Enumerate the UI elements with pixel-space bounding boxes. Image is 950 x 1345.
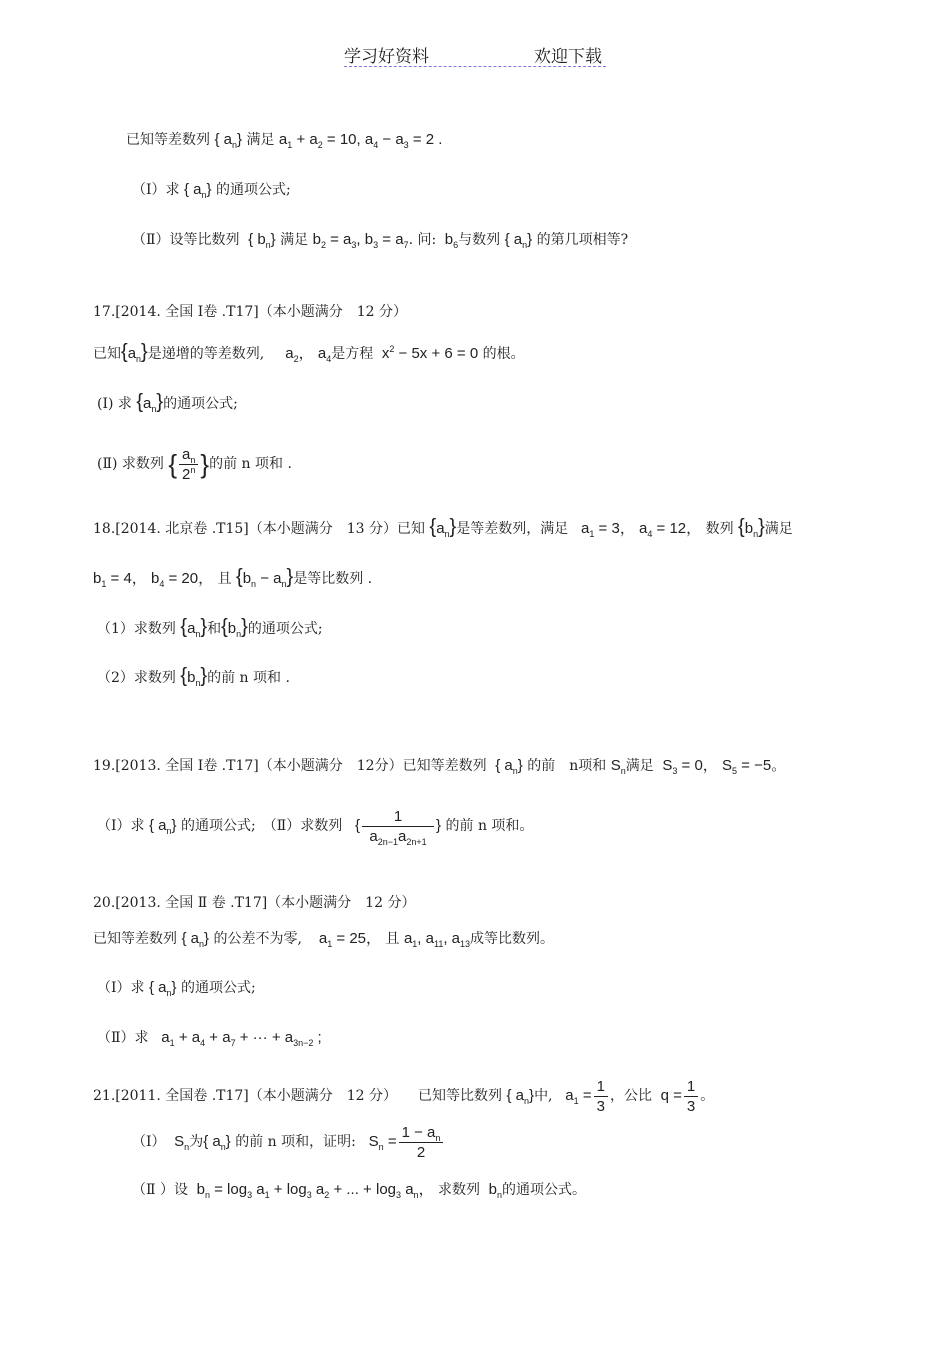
q18-stem-line2: $b_1 = 4$， $b_4 = 20$， 且 $\{b_n - a_n\}$是等比数列 . [93,566,373,589]
q19-stem: 19.[2013. 全国 Ⅰ卷 .T17]（本小题满分 12分）已知等差数列 { $a_n$} 的前 n项和 $S_n$满足 $S_3 = 0$， $S_5 = -5$。 [93,757,787,776]
q20-part2: （Ⅱ）求 $a_1 + a_4 + a_7$ + ··· + $a_{3n-2}$ ; [97,1029,322,1048]
q21-part2: （Ⅱ ）设 $b_n = \log_3 a_1 + \log_3 a_2$ + ... + $\log_3 a_n$， 求数列 $b_n$的通项公式。 [132,1181,587,1200]
q20-part1: （Ⅰ）求 { $a_n$} 的通项公式; [97,979,256,998]
header-left: 学习好资料 [344,47,429,67]
q16-part1: （Ⅰ）求 { $a_n$} 的通项公式; [132,181,291,200]
q20-title: 20.[2013. 全国 Ⅱ 卷 .T17]（本小题满分 12 分） [93,895,416,911]
q17-part2: (Ⅱ) 求数列 { $\frac{a_n}{2^n}$ }的前 n 项和 . [97,445,292,483]
q16-part2: （Ⅱ）设等比数列 { $b_n$} 满足 $b_2 = a_3$, $b_3 = a_7$. 问: $b_6$与数列 { $a_n$} 的第几项相等? [132,231,629,250]
q18-part2: （2）求数列 $\{b_n\}$的前 n 项和 . [97,665,290,688]
q18-part1: （1）求数列 $\{a_n\}$和$\{b_n\}$的通项公式; [97,616,323,639]
q17-stem: 已知$\{a_n\}$是递增的等差数列, $a_2$， $a_4$是方程 $x^2 - 5x + 6 = 0$ 的根。 [93,341,525,364]
q19-parts: （Ⅰ）求 { $a_n$} 的通项公式; （Ⅱ）求数列 { $\frac{1}{a_{2n-1}a_{2n+1}}$ } 的前 n 项和。 [97,807,534,847]
q17-title: 17.[2014. 全国 Ⅰ卷 .T17]（本小题满分 12 分） [93,304,408,320]
q20-stem: 已知等差数列 { $a_n$} 的公差不为零, $a_1 = 25$， 且 $a_1$, $a_{11}$, $a_{13}$成等比数列。 [93,930,555,949]
header-right: 欢迎下载 [534,47,602,67]
q18-stem-line1: 18.[2014. 北京卷 .T15]（本小题满分 13 分）已知 $\{a_n\}$是等差数列，满足 $a_1 = 3$， $a_4 = 12$， 数列 $\{b_n\}$满足 [93,516,793,539]
q16-stem: 已知等差数列 { $a_n$} 满足 $a_1 + a_2 = 10$, $a_4 - a_3 = 2$ . [126,131,443,150]
q21-stem: 21.[2011. 全国卷 .T17]（本小题满分 12 分） 已知等比数列 { $a_n$}中, $a_1$ = $\frac{1}{3}$ ，公比 q = $\frac{1}{3}$ 。 [93,1077,715,1115]
page-header [344,42,606,67]
q17-part1: (Ⅰ) 求 $\{a_n\}$的通项公式; [97,391,238,414]
q21-part1: （Ⅰ） $S_n$为{ $a_n$} 的前 n 项和，证明: $S_n$ = $\frac{1 - a_n}{2}$ [132,1118,445,1166]
